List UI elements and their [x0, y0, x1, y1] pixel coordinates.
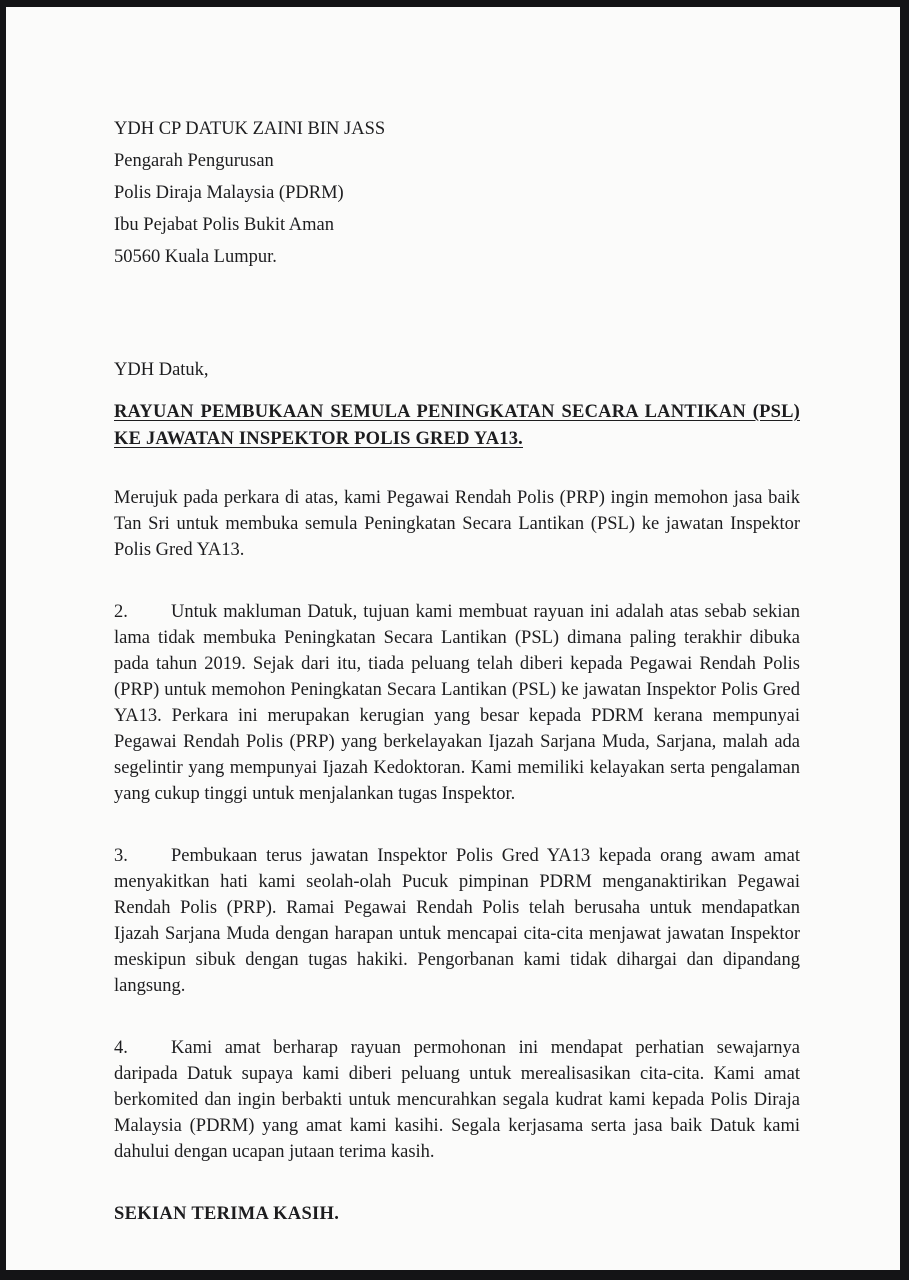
paragraph-3-number: 3. — [114, 846, 128, 866]
recipient-address-block — [114, 113, 800, 273]
paragraph-2-text: Untuk makluman Datuk, tujuan kami membuat rayuan ini adalah atas sebab sekian lama tidak membuka Peningkatan Secara Lantikan (PSL) dimana paling terakhir dibuka pada tahun 2019. Sejak dari itu, tiada peluang telah diberi kepada Pegawai Rendah Polis (PRP) untuk memohon Peningkatan Secara Lantikan (PSL) ke jawatan Inspektor Polis Gred YA13. Perkara ini merupakan kerugian yang besar kepada PDRM kerana mempunyai Pegawai Rendah Polis (PRP) yang berkelayakan Ijazah Sarjana Muda, Sarjana, malah ada segelintir yang mempunyai Ijazah Kedoktoran. Kami memiliki kelayakan serta pengalaman yang cukup tinggi untuk menjalankan tugas Inspektor. — [114, 602, 800, 804]
paragraph-2 — [114, 599, 800, 807]
paragraph-3-text: Pembukaan terus jawatan Inspektor Polis Gred YA13 kepada orang awam amat menyakitkan hati kami seolah-olah Pucuk pimpinan PDRM menganaktirikan Pegawai Rendah Polis (PRP). Ramai Pegawai Rendah Polis telah berusaha untuk mendapatkan Ijazah Sarjana Muda dengan harapan untuk mencapai cita-cita menjawat jawatan Inspektor meskipun sibuk dengan tugas hakiki. Pengorbanan kami tidak dihargai dan dipandang langsung. — [114, 846, 800, 996]
recipient-office: Ibu Pejabat Polis Bukit Aman — [114, 215, 334, 235]
recipient-name: YDH CP DATUK ZAINI BIN JASS — [114, 119, 386, 139]
closing-line: SEKIAN TERIMA KASIH. — [114, 1204, 340, 1224]
recipient-city: 50560 Kuala Lumpur. — [114, 247, 277, 267]
paragraph-1-text: Merujuk pada perkara di atas, kami Pegawai Rendah Polis (PRP) ingin memohon jasa baik Tan Sri untuk membuka semula Peningkatan Secara Lantikan (PSL) ke jawatan Inspektor Polis Gred YA13. — [114, 488, 800, 560]
paragraph-4 — [114, 1035, 800, 1165]
paragraph-2-number: 2. — [114, 602, 128, 622]
letter-page — [6, 7, 900, 1270]
recipient-organization: Polis Diraja Malaysia (PDRM) — [114, 183, 344, 203]
paragraph-3 — [114, 843, 800, 999]
paragraph-4-text: Kami amat berharap rayuan permohonan ini mendapat perhatian sewajarnya daripada Datuk supaya kami diberi peluang untuk merealisasikan cita-cita. Kami amat berkomited dan ingin berbakti untuk mencurahkan segala kudrat kami kepada Polis Diraja Malaysia (PDRM) yang amat kami kasihi. Segala kerjasama serta jasa baik Datuk kami dahului dengan ucapan jutaan terima kasih. — [114, 1038, 800, 1162]
paragraph-1 — [114, 485, 800, 563]
subject-heading: RAYUAN PEMBUKAAN SEMULA PENINGKATAN SECARA LANTIKAN (PSL) KE JAWATAN INSPEKTOR POLIS GRED YA13. — [114, 402, 800, 449]
salutation: YDH Datuk, — [114, 360, 209, 380]
recipient-title: Pengarah Pengurusan — [114, 151, 274, 171]
paragraph-4-number: 4. — [114, 1038, 128, 1058]
